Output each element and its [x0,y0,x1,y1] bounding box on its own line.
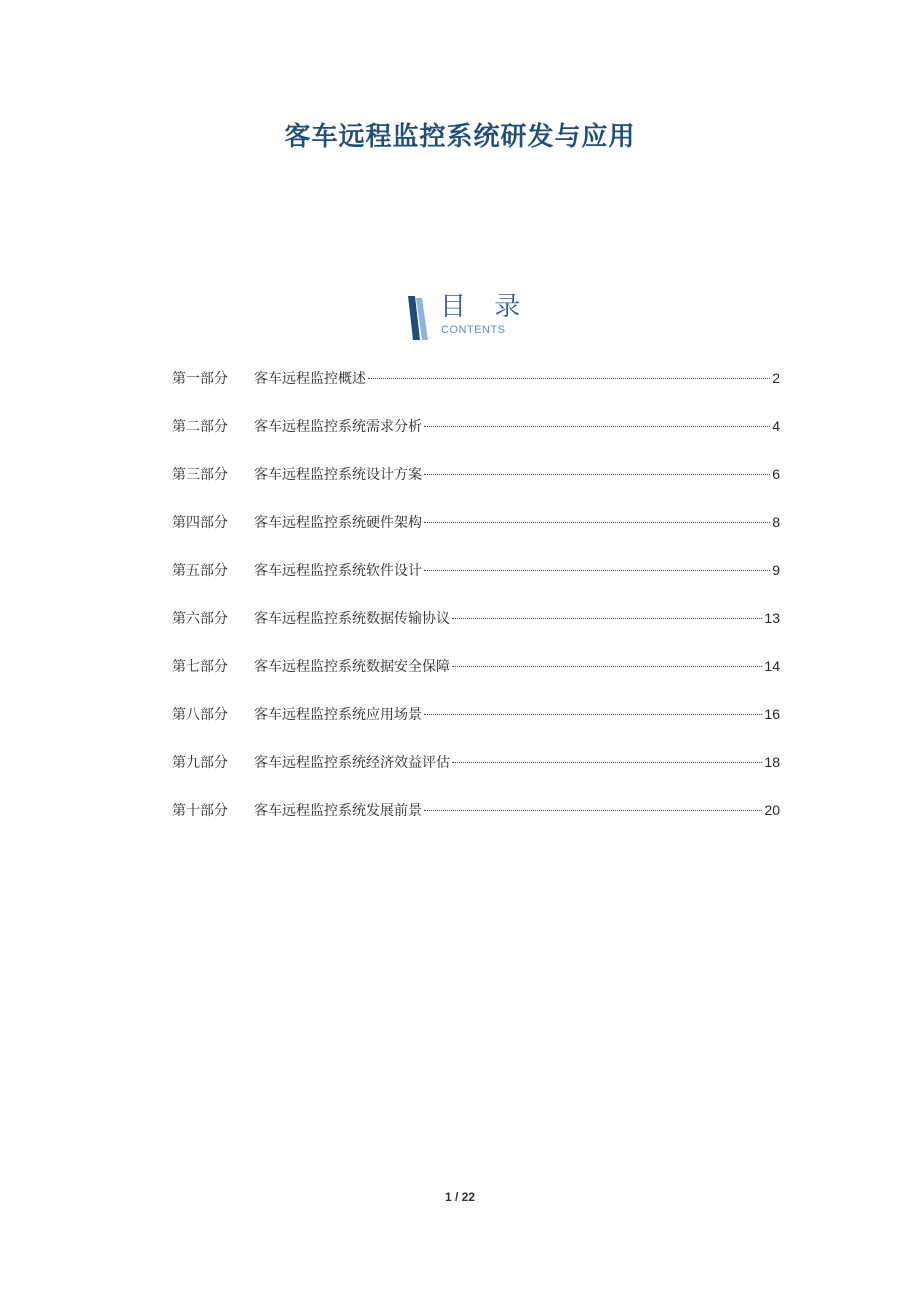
toc-dot-leader [452,665,762,667]
toc-entry-title: 客车远程监控系统数据传输协议 [254,611,450,627]
toc-entry-title: 客车远程监控系统经济效益评估 [254,755,450,771]
toc-entry-title: 客车远程监控系统设计方案 [254,467,422,483]
toc-heading: 目 录 [440,292,531,322]
toc-entry-title: 客车远程监控系统硬件架构 [254,515,422,531]
toc-entry-part: 第六部分 [172,611,228,627]
toc-entry-title: 客车远程监控概述 [254,371,366,387]
toc-entry-part: 第九部分 [172,755,228,771]
toc-entry-title: 客车远程监控系统数据安全保障 [254,659,450,675]
toc-dot-leader [452,617,762,619]
toc-entry-part: 第七部分 [172,659,228,675]
toc-dot-leader [424,713,762,715]
toc-entry-6[interactable] [172,604,780,652]
toc-dot-leader [368,377,770,379]
toc-entry-title: 客车远程监控系统发展前景 [254,803,422,819]
toc-entry-5[interactable] [172,556,780,604]
toc-entry-page: 4 [772,418,780,434]
toc-entry-3[interactable] [172,460,780,508]
toc-header [406,292,536,342]
toc-entry-part: 第八部分 [172,707,228,723]
toc-dot-leader [424,809,762,811]
toc-dot-leader [452,761,762,763]
toc-entry-title: 客车远程监控系统需求分析 [254,419,422,435]
toc-entry-title: 客车远程监控系统应用场景 [254,707,422,723]
page-number: 1 / 22 [444,1190,476,1204]
toc-entry-part: 第十部分 [172,803,228,819]
toc-entry-10[interactable] [172,796,780,844]
toc-entry-part: 第四部分 [172,515,228,531]
toc-entry-page: 20 [764,802,780,818]
toc-entry-2[interactable] [172,412,780,460]
toc-entry-8[interactable] [172,700,780,748]
table-of-contents [172,364,780,844]
toc-entry-page: 2 [772,370,780,386]
toc-entry-page: 18 [764,754,780,770]
toc-entry-part: 第五部分 [172,563,228,579]
toc-entry-page: 9 [772,562,780,578]
toc-dot-leader [424,569,770,571]
toc-dot-leader [424,473,770,475]
toc-dot-leader [424,425,770,427]
toc-entry-4[interactable] [172,508,780,556]
toc-subheading: CONTENTS [441,324,506,336]
toc-entry-7[interactable] [172,652,780,700]
toc-entry-9[interactable] [172,748,780,796]
toc-entry-page: 8 [772,514,780,530]
toc-entry-part: 第二部分 [172,419,228,435]
toc-entry-page: 16 [764,706,780,722]
toc-entry-1[interactable] [172,364,780,412]
toc-entry-page: 6 [772,466,780,482]
toc-entry-page: 13 [764,610,780,626]
toc-entry-part: 第一部分 [172,371,228,387]
toc-entry-part: 第三部分 [172,467,228,483]
document-title: 客车远程监控系统研发与应用 [284,122,636,152]
toc-dot-leader [424,521,770,523]
book-spine-icon [406,296,432,340]
toc-entry-title: 客车远程监控系统软件设计 [254,563,422,579]
toc-entry-page: 14 [764,658,780,674]
